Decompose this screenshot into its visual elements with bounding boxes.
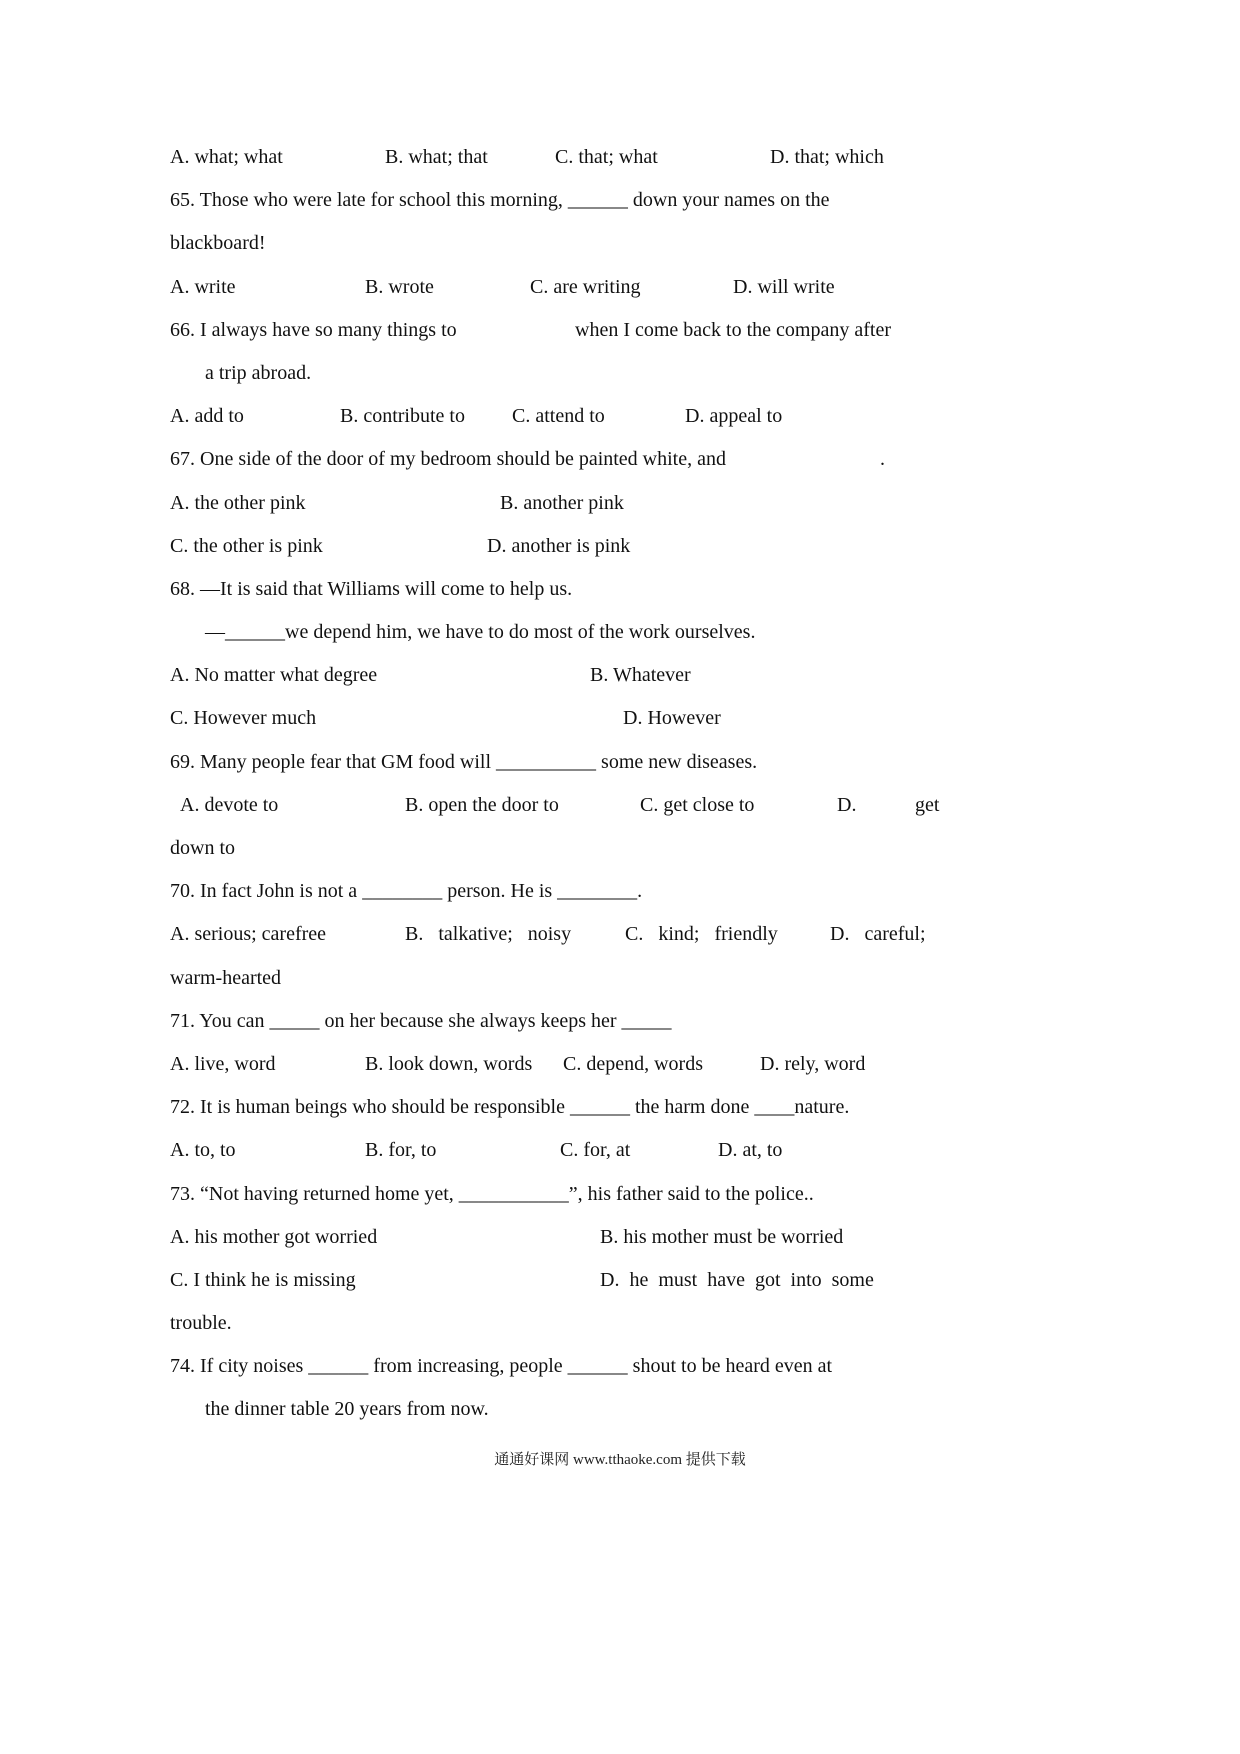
option-d: D. that; which [770,146,884,168]
question-text: 68. —It is said that Williams will come to help us. [170,577,573,600]
question-text: 65. Those who were late for school this morning, ______ down your names on the [170,189,830,212]
options-row-q68-cd [170,697,960,740]
option-c: C. I think he is missing [170,1268,356,1291]
question-69 [170,741,960,784]
option-a: A. write [170,275,236,298]
option-d-text: get [915,793,940,816]
option-a: A. what; what [170,146,283,168]
question-text: 67. One side of the door of my bedroom should be painted white, and [170,448,726,471]
options-row-q67-cd [170,525,960,568]
question-67 [170,438,960,481]
options-row-q68-ab [170,654,960,697]
options-row-q71 [170,1043,960,1086]
option-a: A. add to [170,405,244,428]
option-b: B. look down, words [365,1052,533,1075]
option-d: D. [837,793,857,816]
option-c: C. the other is pink [170,534,323,557]
option-b: B. Whatever [590,664,691,687]
options-row-q69 [170,784,960,827]
option-b: B. contribute to [340,405,465,428]
footer-watermark: 通通好课网 www.tthaoke.com 提供下载 [494,1452,746,1468]
option-d: D. will write [733,275,835,298]
option-a: A. live, word [170,1052,276,1075]
options-row-q64 [170,136,960,179]
option-c: C. that; what [555,146,658,168]
question-74-continuation [170,1388,960,1431]
option-a: A. the other pink [170,491,306,514]
question-65 [170,179,960,222]
options-row-q73-continuation [170,1302,960,1345]
exam-body [170,136,960,1432]
option-b: B. talkative; noisy [405,923,572,946]
option-a: A. to, to [170,1139,236,1162]
option-a: A. his mother got worried [170,1225,378,1248]
option-d: D. rely, word [760,1052,866,1075]
option-d: D. However [623,707,721,730]
option-c: C. for, at [560,1139,631,1162]
question-text: 66. I always have so many things to [170,318,457,341]
question-text: a trip abroad. [205,361,312,384]
question-text: 69. Many people fear that GM food will __________ some new diseases. [170,750,758,773]
question-66 [170,309,960,352]
options-row-q72 [170,1129,960,1172]
option-d: D. careful; [830,923,926,946]
option-c: C. kind; friendly [625,923,778,946]
question-text: the dinner table 20 years from now. [205,1398,489,1421]
question-text: 72. It is human beings who should be responsible ______ the harm done ____nature. [170,1096,850,1119]
question-70 [170,870,960,913]
question-68-continuation [170,611,960,654]
question-text: blackboard! [170,232,266,255]
option-c: C. However much [170,707,317,730]
question-text: 73. “Not having returned home yet, ___________”, his father said to the police.. [170,1182,814,1205]
options-row-q65 [170,266,960,309]
options-row-q69-continuation [170,827,960,870]
option-a: A. serious; carefree [170,923,327,946]
option-b: B. what; that [385,146,488,168]
options-row-q73-cd [170,1259,960,1302]
option-d: D. he must have got into some [600,1268,874,1291]
option-a: A. No matter what degree [170,664,378,687]
options-row-q70 [170,913,960,956]
option-d: D. another is pink [487,534,631,557]
question-66-continuation [170,352,960,395]
question-65-continuation [170,222,960,265]
question-71 [170,1000,960,1043]
question-text: when I come back to the company after [575,318,891,341]
question-74 [170,1345,960,1388]
option-d-continuation: down to [170,837,235,859]
option-d-continuation: warm-hearted [170,966,282,989]
option-b: B. open the door to [405,793,559,816]
options-row-q73-ab [170,1216,960,1259]
option-b: B. wrote [365,275,434,298]
question-72 [170,1086,960,1129]
option-d-continuation: trouble. [170,1312,232,1335]
option-b: B. his mother must be worried [600,1225,844,1248]
question-text: 70. In fact John is not a ________ person. He is ________. [170,880,643,903]
options-row-q67-ab [170,482,960,525]
option-d: D. at, to [718,1139,783,1162]
question-73 [170,1173,960,1216]
option-c: C. are writing [530,275,641,298]
option-c: C. get close to [640,793,755,816]
option-a: A. devote to [180,793,279,816]
option-b: B. another pink [500,491,624,514]
question-text: 74. If city noises ______ from increasing, people ______ shout to be heard even at [170,1355,833,1378]
option-c: C. attend to [512,405,605,428]
question-68 [170,568,960,611]
options-row-q70-continuation [170,957,960,1000]
question-text: . [880,448,885,471]
question-text: —______we depend him, we have to do most of the work ourselves. [205,621,756,644]
question-text: 71. You can _____ on her because she always keeps her _____ [170,1009,672,1032]
option-c: C. depend, words [563,1052,703,1075]
options-row-q66 [170,395,960,438]
option-b: B. for, to [365,1139,437,1162]
option-d: D. appeal to [685,405,783,428]
